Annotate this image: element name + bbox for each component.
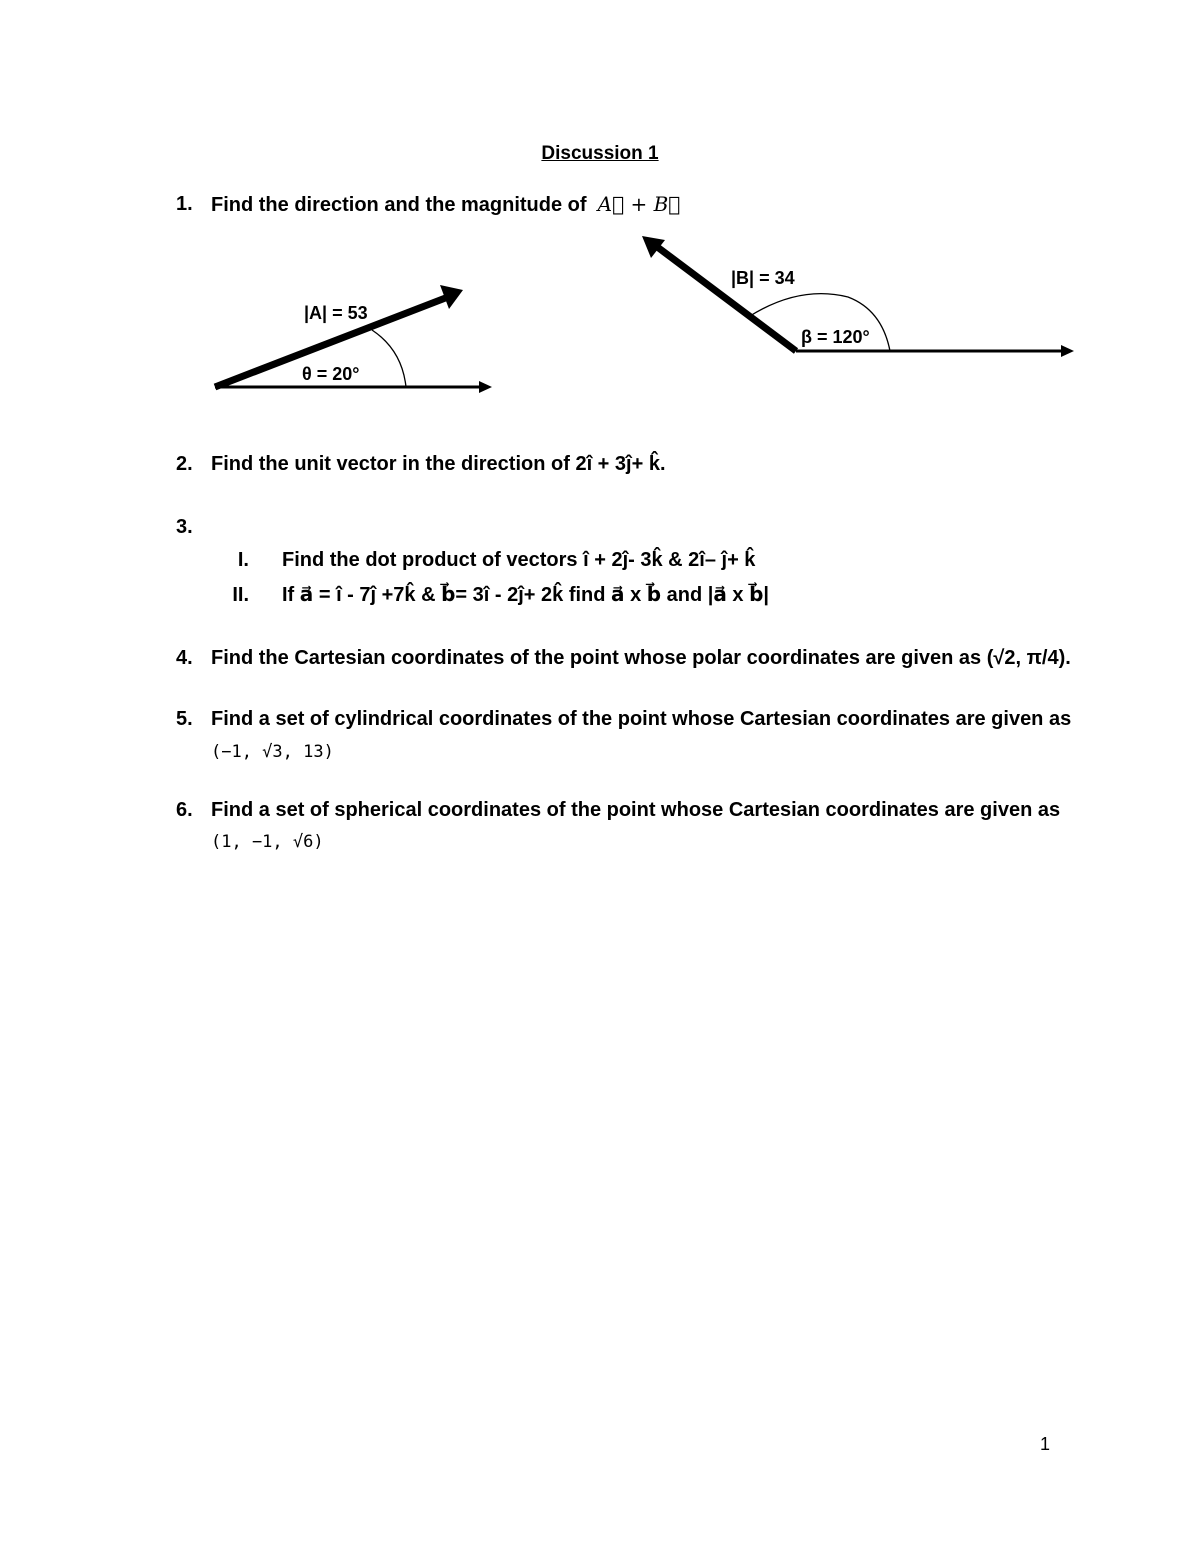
vector-b-magnitude-label: |B| = 34 (731, 268, 795, 288)
sub-question-label: II. (232, 584, 249, 606)
question-number: 4. (176, 647, 193, 669)
question-number: 2. (176, 453, 193, 475)
question-text: Find the Cartesian coordinates of the point whose polar coordinates are given as (√2, π/4). (211, 647, 1071, 669)
question-number: 6. (176, 799, 193, 821)
question-number: 1. (176, 193, 193, 215)
vector-b-baseline-arrowhead (1061, 345, 1074, 357)
sub-question-label: I. (237, 549, 249, 571)
vector-diagram (0, 0, 1200, 440)
question-number: 3. (176, 516, 193, 538)
angle-theta-arc (372, 330, 406, 387)
question-text: Find the unit vector in the direction of 2î + 3ĵ+ k̂. (211, 453, 666, 475)
sub-question-text: If a⃗ = î - 7ĵ +7k̂ & b⃗= 3î - 2ĵ+ 2k̂ find a⃗ x b⃗ and |a⃗ x b⃗| (282, 584, 770, 606)
vector-b-figure (642, 236, 1074, 357)
vector-a-baseline-arrowhead (479, 381, 492, 393)
vector-b-arrow (656, 246, 796, 351)
question-number: 5. (176, 708, 193, 730)
question-text: Find a set of spherical coordinates of the point whose Cartesian coordinates are given as (211, 799, 1061, 821)
vector-a-figure (215, 285, 492, 393)
cartesian-coordinates: (1, −1, √6) (211, 832, 324, 852)
vector-b-angle-label: β = 120° (801, 327, 870, 347)
question-text: Find a set of cylindrical coordinates of the point whose Cartesian coordinates are given as (211, 708, 1072, 730)
question-text: Find the direction and the magnitude of A⃗ + B⃗ (211, 192, 681, 216)
cartesian-coordinates: (−1, √3, 13) (211, 742, 334, 762)
vector-sum-expression: A⃗ + B⃗ (597, 192, 681, 216)
page-title: Discussion 1 (541, 143, 659, 164)
sub-question-text: Find the dot product of vectors î + 2ĵ- 3k̂ & 2î– ĵ+ k̂ (282, 549, 756, 571)
vector-a-angle-label: θ = 20° (302, 364, 360, 384)
page-number: 1 (1040, 1434, 1051, 1454)
vector-a-magnitude-label: |A| = 53 (304, 303, 368, 323)
